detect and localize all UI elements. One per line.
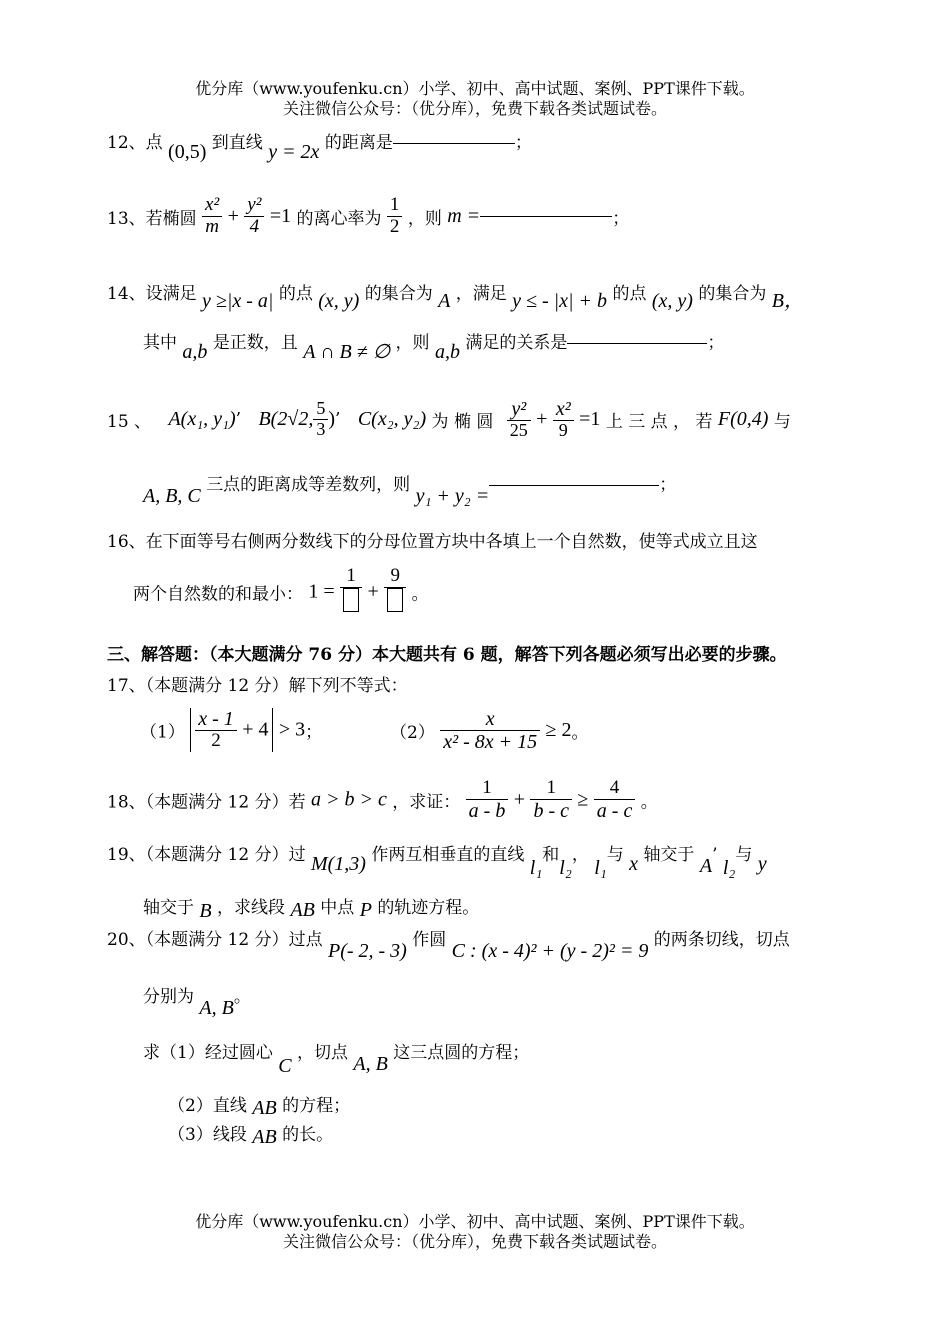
q20-part-2-text: （2）直线 [168,1096,247,1116]
answer-box[interactable] [387,588,403,612]
q16-frac-1: 1 [340,566,362,618]
q14-text: 的点 [278,284,313,304]
q13-end: ； [612,208,630,229]
question-20-part-2 [168,1091,350,1117]
section-3-heading: 三、解答题：（本大题满分 76 分）本大题共有 6 题，解答下列各题必须写出必要的步骤。 [107,645,787,665]
q14-cond-a: y ≥|x - a| [202,290,274,312]
q20-text: 作圆 [412,930,447,950]
q15-text-2: 上 三 点 ， 若 [605,411,713,432]
q16-text: 两个自然数的和最小： [133,584,303,605]
question-17-part-1 [140,708,322,752]
q13-frac-x: $\frac{\text{x²}}{m}$ [202,195,222,238]
q15-abc: A, B, C [143,485,201,507]
question-17: 17、（本题满分 12 分）解下列不等式： [107,676,408,696]
q18-ge: ≥ [577,788,589,811]
q19-text-4: 与 [735,845,753,865]
q19-l2: l₂ [559,857,572,879]
q20-part-1-text: 求（1）经过圆心 [143,1043,273,1063]
q12-text: 到直线 [211,133,263,153]
q20-ab: A, B [199,997,234,1019]
q15-frac-b: $\frac{5}{3}$ [313,399,328,440]
q19-text-3: 轴交于 [643,845,695,865]
question-20 [107,925,790,962]
q14-text-2: 的集合为 [364,284,433,304]
q20-point-p: P(- 2, - 3) [327,940,407,962]
q18-frac-3: $\frac{4}{a - c}$ [594,778,636,822]
q15-comma-2: ’ [335,409,341,430]
q14-set-b: B， [771,290,804,312]
q15-point-f: F(0,4) [717,407,769,430]
q20-circle: C : (x - 4)² + (y - 2)² = 9 [451,940,649,962]
q14-point-2: (x, y) [651,290,693,312]
q20-part-1-text-3: 这三点圆的方程； [393,1043,530,1063]
q17-part-1-label: （1） [140,722,185,743]
q15-eq: =1 [579,407,601,430]
q18-frac-1: $\frac{1}{a - b}$ [466,778,509,822]
q19-text-6: ，求线段 [217,898,286,918]
q15-point-c: C(x₂, y₂) [357,407,427,430]
q14-end: ； [707,333,725,353]
question-20-line-2 [143,982,251,1019]
question-18 [107,778,658,822]
q15-number: 15 、 [107,411,152,432]
header-line-2: 关注微信公众号：（优分库），免费下载各类试题试卷。 [282,99,667,118]
q19-text-2: 与 [606,845,624,865]
header-line-1: 优分库（www.youfenku.cn）小学、初中、高中试题、案例、PPT课件下载。 [195,79,755,98]
q20-title: 20、（本题满分 12 分）过点 [107,930,323,950]
q17-frac-2: $\frac{x}{\text{x² - 8x + 15}}$ [440,708,540,753]
q14-point: (x, y) [318,290,360,312]
q20-c: C [278,1055,292,1077]
q18-cond: a > b > c [310,788,387,811]
q19-l1: l₁ [529,857,543,879]
q12-line: y = 2x [268,141,320,163]
q18-plus: + [513,788,526,811]
q19-p: P [359,899,372,921]
q20-end: 。 [233,987,251,1007]
q19-text-7: 中点 [320,898,355,918]
q15-text-4: 三点的距离成等差数列，则 [206,475,411,495]
q13-text: 的离心率为 [296,208,382,229]
q14-intersection: A ∩ B ≠ ∅ [303,341,391,363]
q14-text-4: 的点 [612,284,647,304]
question-14 [107,276,804,312]
q12-end: ； [514,133,532,153]
q16-one: 1 = [308,580,335,603]
q14-text-7: 是正数，且 [212,333,298,353]
q20-text-2: 的两条切线，切点 [653,930,790,950]
q17-ge: ≥ 2 [545,719,572,741]
q20-ab-3: AB [252,1097,277,1119]
q12-number: 12、点 [107,133,163,153]
q19-ab: AB [290,899,315,921]
q15-paren: ) [328,407,335,430]
question-20-part-3 [168,1120,333,1146]
q15-point-a: A(x₁, y₁) [168,407,236,430]
q19-text-5: 轴交于 [143,898,194,918]
q14-text-6: 其中 [143,333,177,353]
q19-l2b: l₂ [722,857,736,879]
question-15 [107,398,791,441]
q16-plus: + [367,580,379,603]
q13-text-2: ，则 [407,208,442,229]
q14-cond-b: y ≤ - |x| + b [512,290,608,312]
q17-gt: > 3 [278,718,306,741]
q14-ab: a,b [182,341,208,363]
q19-text: 作两互相垂直的直线 [371,845,525,865]
q20-part-2-text-2: 的方程； [282,1096,351,1116]
q15-point-b: B(2√2, [258,407,314,430]
q20-part-1-text-2: ，切点 [296,1043,348,1063]
q14-text-3: ，满足 [455,284,507,304]
q20-ab-2: A, B [353,1053,388,1075]
q17-sc: ； [305,722,323,743]
q18-end: 。 [640,792,658,813]
q19-y: y [757,853,767,875]
q13-number: 13、若椭圆 [107,208,197,229]
question-19-line-2 [143,893,480,922]
question-17-part-2 [390,708,589,753]
q16-frac-2: 9 [384,566,406,618]
answer-blank[interactable] [480,215,612,217]
q16-end: 。 [411,584,429,605]
q19-l1b: l₁ [594,857,607,879]
q20-ab-4: AB [252,1126,277,1148]
q19-title: 19、（本题满分 12 分）过 [107,845,306,865]
q19-b: B [199,900,212,922]
q13-var: m = [447,204,481,227]
q13-eq: =1 [269,204,292,227]
q19-comma: ， [571,845,589,865]
q15-plus: + [536,407,548,430]
q15-frac-y: $\frac{\text{y²}}{25}$ [507,398,531,441]
answer-blank[interactable] [567,342,707,344]
q15-text-3: 与 [773,411,791,432]
q18-text: ，求证： [392,792,461,813]
q17-dot: 。 [571,723,589,743]
q15-text: 为 椭 圆 [431,411,494,432]
q18-title: 18、（本题满分 12 分）若 [107,792,306,813]
q19-comma-2: ’ [712,845,718,865]
question-16: 16、在下面等号右侧两分数线下的分母位置方块中各填上一个自然数，使等式成立且这 [107,532,758,552]
question-12 [107,128,532,163]
q20-text-3: 分别为 [143,987,194,1007]
q15-sum: y₁ + y₂ = [415,485,490,507]
question-14-line-2 [143,328,725,363]
q14-text-8: ，则 [395,333,430,353]
footer-line-1: 优分库（www.youfenku.cn）小学、初中、高中试题、案例、PPT课件下载。 [195,1212,755,1231]
answer-blank[interactable] [393,142,515,144]
q19-a: A [699,855,713,877]
q19-he: 和 [542,845,560,865]
q17-part-2-label: （2） [390,723,435,743]
question-16-line-2 [133,566,429,618]
q15-comma: ’ [235,409,242,430]
q18-frac-2: $\frac{1}{b - c}$ [530,778,572,822]
q13-frac-e: $\frac{1}{2}$ [387,195,403,238]
q13-frac-y: $\frac{\text{y²}}{4}$ [244,195,264,238]
q14-number: 14、设满足 [107,284,197,304]
q14-ab-2: a,b [434,341,460,363]
q15-end: ； [659,475,677,495]
question-19 [107,840,767,879]
q14-text-5: 的集合为 [698,284,767,304]
q14-text-9: 满足的关系是 [465,333,568,353]
q19-x: x [629,853,639,875]
q12-text-2: 的距离是 [324,133,393,153]
q15-frac-x: $\frac{\text{x²}}{9}$ [553,398,574,441]
answer-blank[interactable] [489,484,659,486]
question-15-line-2 [143,470,677,507]
q17-abs: $\frac{x - 1}{2}$ + 4 [190,708,273,752]
answer-box[interactable] [343,588,359,612]
footer-line-2: 关注微信公众号：（优分库），免费下载各类试题试卷。 [282,1232,667,1251]
question-13: 13、若椭圆 $\frac{\text{x²}}{m}$ + $\frac{\text{y²}}{4}$ =1 的离心率为 $\frac{1}{2}$ ，则 m = ； [107,194,630,237]
q20-part-3-text: （3）线段 [168,1125,247,1145]
q20-part-3-text-2: 的长。 [282,1125,334,1145]
q19-text-8: 的轨迹方程。 [377,898,480,918]
q12-point: (0,5) [168,141,207,163]
q19-point-m: M(1,3) [310,853,366,875]
question-20-part-1 [143,1038,530,1077]
q14-set-a: A [438,290,451,312]
